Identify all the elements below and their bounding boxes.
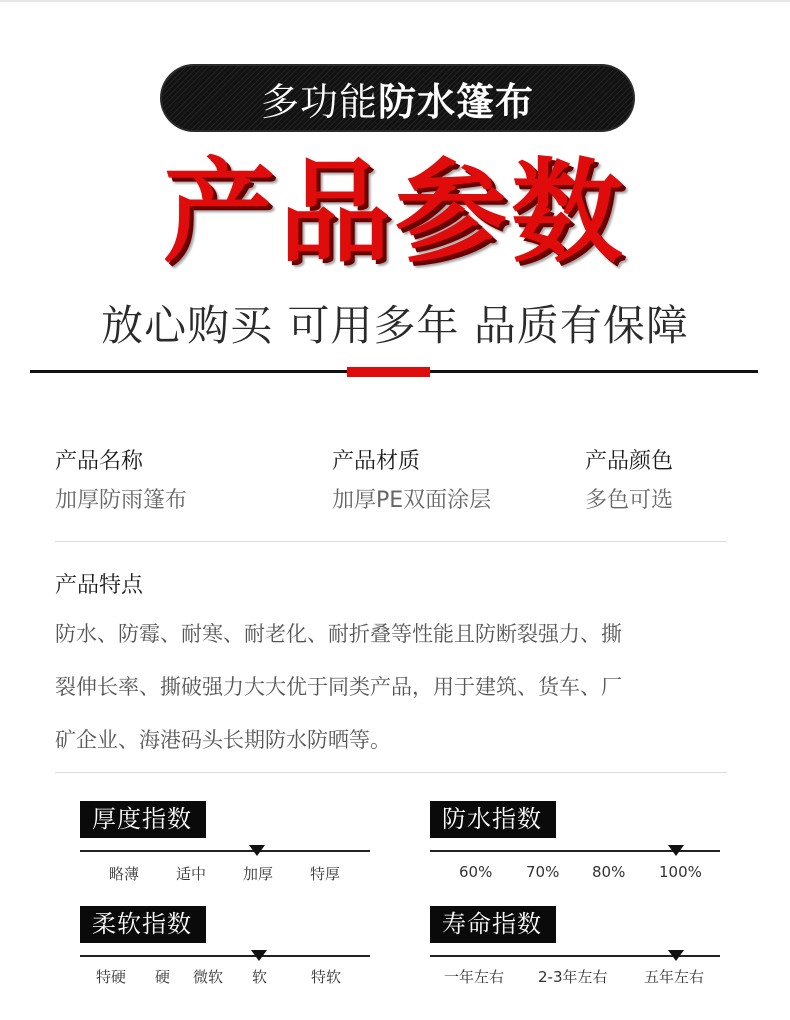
index-option: 适中 — [176, 865, 207, 883]
attribute-label: 产品颜色 — [585, 449, 674, 474]
divider-line — [55, 772, 727, 773]
attribute-value: 加厚PE双面涂层 — [332, 488, 492, 513]
index-option: 加厚 — [243, 865, 274, 883]
index-option: 特厚 — [310, 865, 341, 883]
index-scale-line — [80, 850, 370, 852]
index-option: 硬 — [155, 968, 171, 986]
index-option: 2-3年左右 — [538, 968, 608, 986]
index-title: 厚度指数 — [80, 801, 206, 838]
index-option: 软 — [252, 968, 268, 986]
index-option: 70% — [526, 863, 560, 881]
attribute-value: 加厚防雨篷布 — [55, 488, 188, 513]
index-title: 柔软指数 — [80, 906, 206, 943]
selected-marker-icon — [251, 950, 267, 961]
selected-marker-icon — [249, 845, 265, 856]
banner-text-normal: 多功能 — [260, 79, 378, 124]
slogan: 放心购买 可用多年 品质有保障 — [101, 301, 689, 350]
features-line: 防水、防霉、耐寒、耐老化、耐折叠等性能且防断裂强力、撕 — [55, 622, 622, 646]
attribute-label: 产品材质 — [332, 449, 421, 474]
index-option: 60% — [459, 863, 493, 881]
divider-line — [55, 541, 727, 542]
divider-accent — [347, 367, 430, 377]
attribute-color — [585, 447, 673, 516]
index-softness — [80, 906, 370, 996]
selected-marker-icon — [668, 950, 684, 961]
index-option: 100% — [659, 863, 702, 881]
features-line: 裂伸长率、撕破强力大大优于同类产品，用于建筑、货车、厂 — [55, 675, 622, 699]
features-title: 产品特点 — [55, 573, 144, 598]
features-text — [55, 608, 725, 767]
top-border — [0, 0, 790, 2]
index-waterproof — [430, 801, 720, 891]
attribute-material — [332, 447, 491, 516]
attribute-value: 多色可选 — [585, 488, 674, 513]
attribute-label: 产品名称 — [55, 449, 144, 474]
index-option: 略薄 — [109, 865, 140, 883]
product-type-banner — [160, 64, 635, 132]
index-scale-line — [80, 955, 370, 957]
index-option: 五年左右 — [644, 968, 705, 986]
attribute-product-name — [55, 447, 187, 516]
features-line: 矿企业、海港码头长期防水防晒等。 — [55, 728, 391, 752]
index-option: 80% — [592, 863, 626, 881]
index-option: 一年左右 — [444, 968, 505, 986]
index-lifetime — [430, 906, 720, 996]
index-title: 寿命指数 — [430, 906, 556, 943]
banner-text-bold: 防水篷布 — [378, 79, 535, 124]
index-title: 防水指数 — [430, 801, 556, 838]
index-option: 微软 — [193, 968, 224, 986]
index-thickness — [80, 801, 370, 891]
selected-marker-icon — [668, 845, 684, 856]
index-option: 特硬 — [96, 968, 127, 986]
page-title: 产品参数 — [163, 148, 627, 278]
index-option: 特软 — [311, 968, 342, 986]
